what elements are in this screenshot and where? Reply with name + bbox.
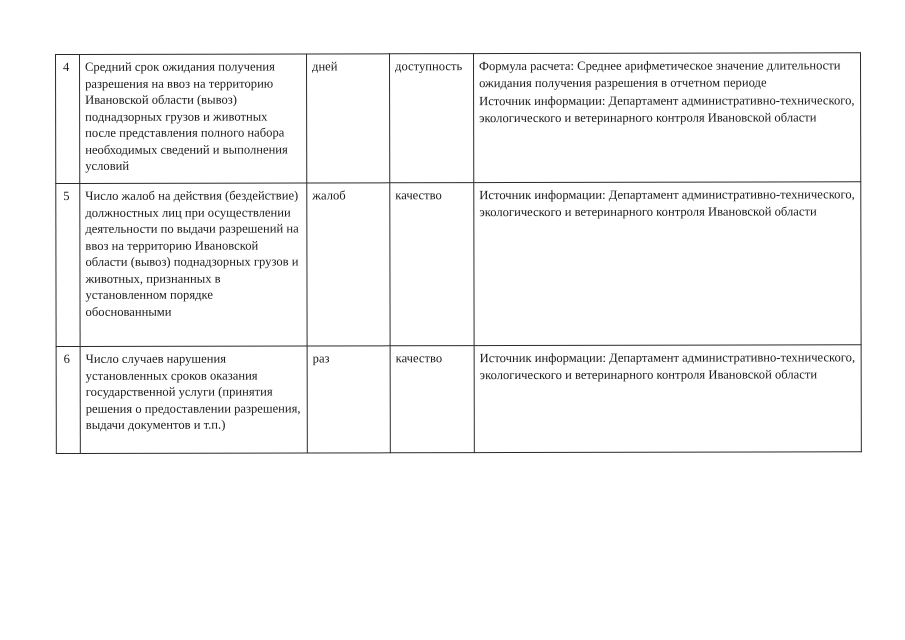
indicator-type: доступность (390, 54, 474, 183)
row-number: 6 (56, 346, 80, 453)
source-text: Источник информации: Департамент административно-технического, экологического и ветеринарного контроля Ивановской области (479, 350, 856, 382)
row-number: 4 (56, 54, 80, 183)
indicator-name: Число случаев нарушения установленных сроков оказания государственной услуги (принятия решения о предоставлении разрешения, выдачи документов и т.п.) (80, 346, 307, 453)
unit-of-measure: дней (307, 54, 390, 183)
calculation-source (474, 182, 861, 346)
calculation-source (474, 53, 861, 183)
indicator-name: Средний срок ожидания получения разрешения на ввоз на территорию Ивановской области (вывоз) поднадзорных грузов и животных после представления полного набора необходимых сведений и выполнения условий (80, 54, 307, 183)
indicator-type: качество (390, 183, 474, 346)
row-number: 5 (56, 183, 80, 346)
calculation-source (474, 345, 861, 453)
source-text: Источник информации: Департамент административно-технического, экологического и ветеринарного контроля Ивановской области (479, 187, 855, 219)
formula-text: Формула расчета: Среднее арифметическое значение длительности ожидания получения разрешения в отчетном периоде (479, 58, 841, 90)
indicator-type: качество (390, 346, 474, 453)
indicators-table (55, 52, 862, 454)
unit-of-measure: раз (307, 346, 390, 453)
table-row (56, 53, 861, 184)
table-row (56, 345, 861, 454)
unit-of-measure: жалоб (307, 183, 390, 346)
indicator-name: Число жалоб на действия (бездействие) должностных лиц при осуществлении деятельности по выдачи разрешений на ввоз на территорию Ивановской области (вывоз) поднадзорных грузов и животных, признанных в установленном порядке обоснованными (80, 183, 307, 346)
table-row (56, 182, 861, 347)
source-text: Источник информации: Департамент административно-технического, экологического и ветеринарного контроля Ивановской области (479, 93, 855, 125)
